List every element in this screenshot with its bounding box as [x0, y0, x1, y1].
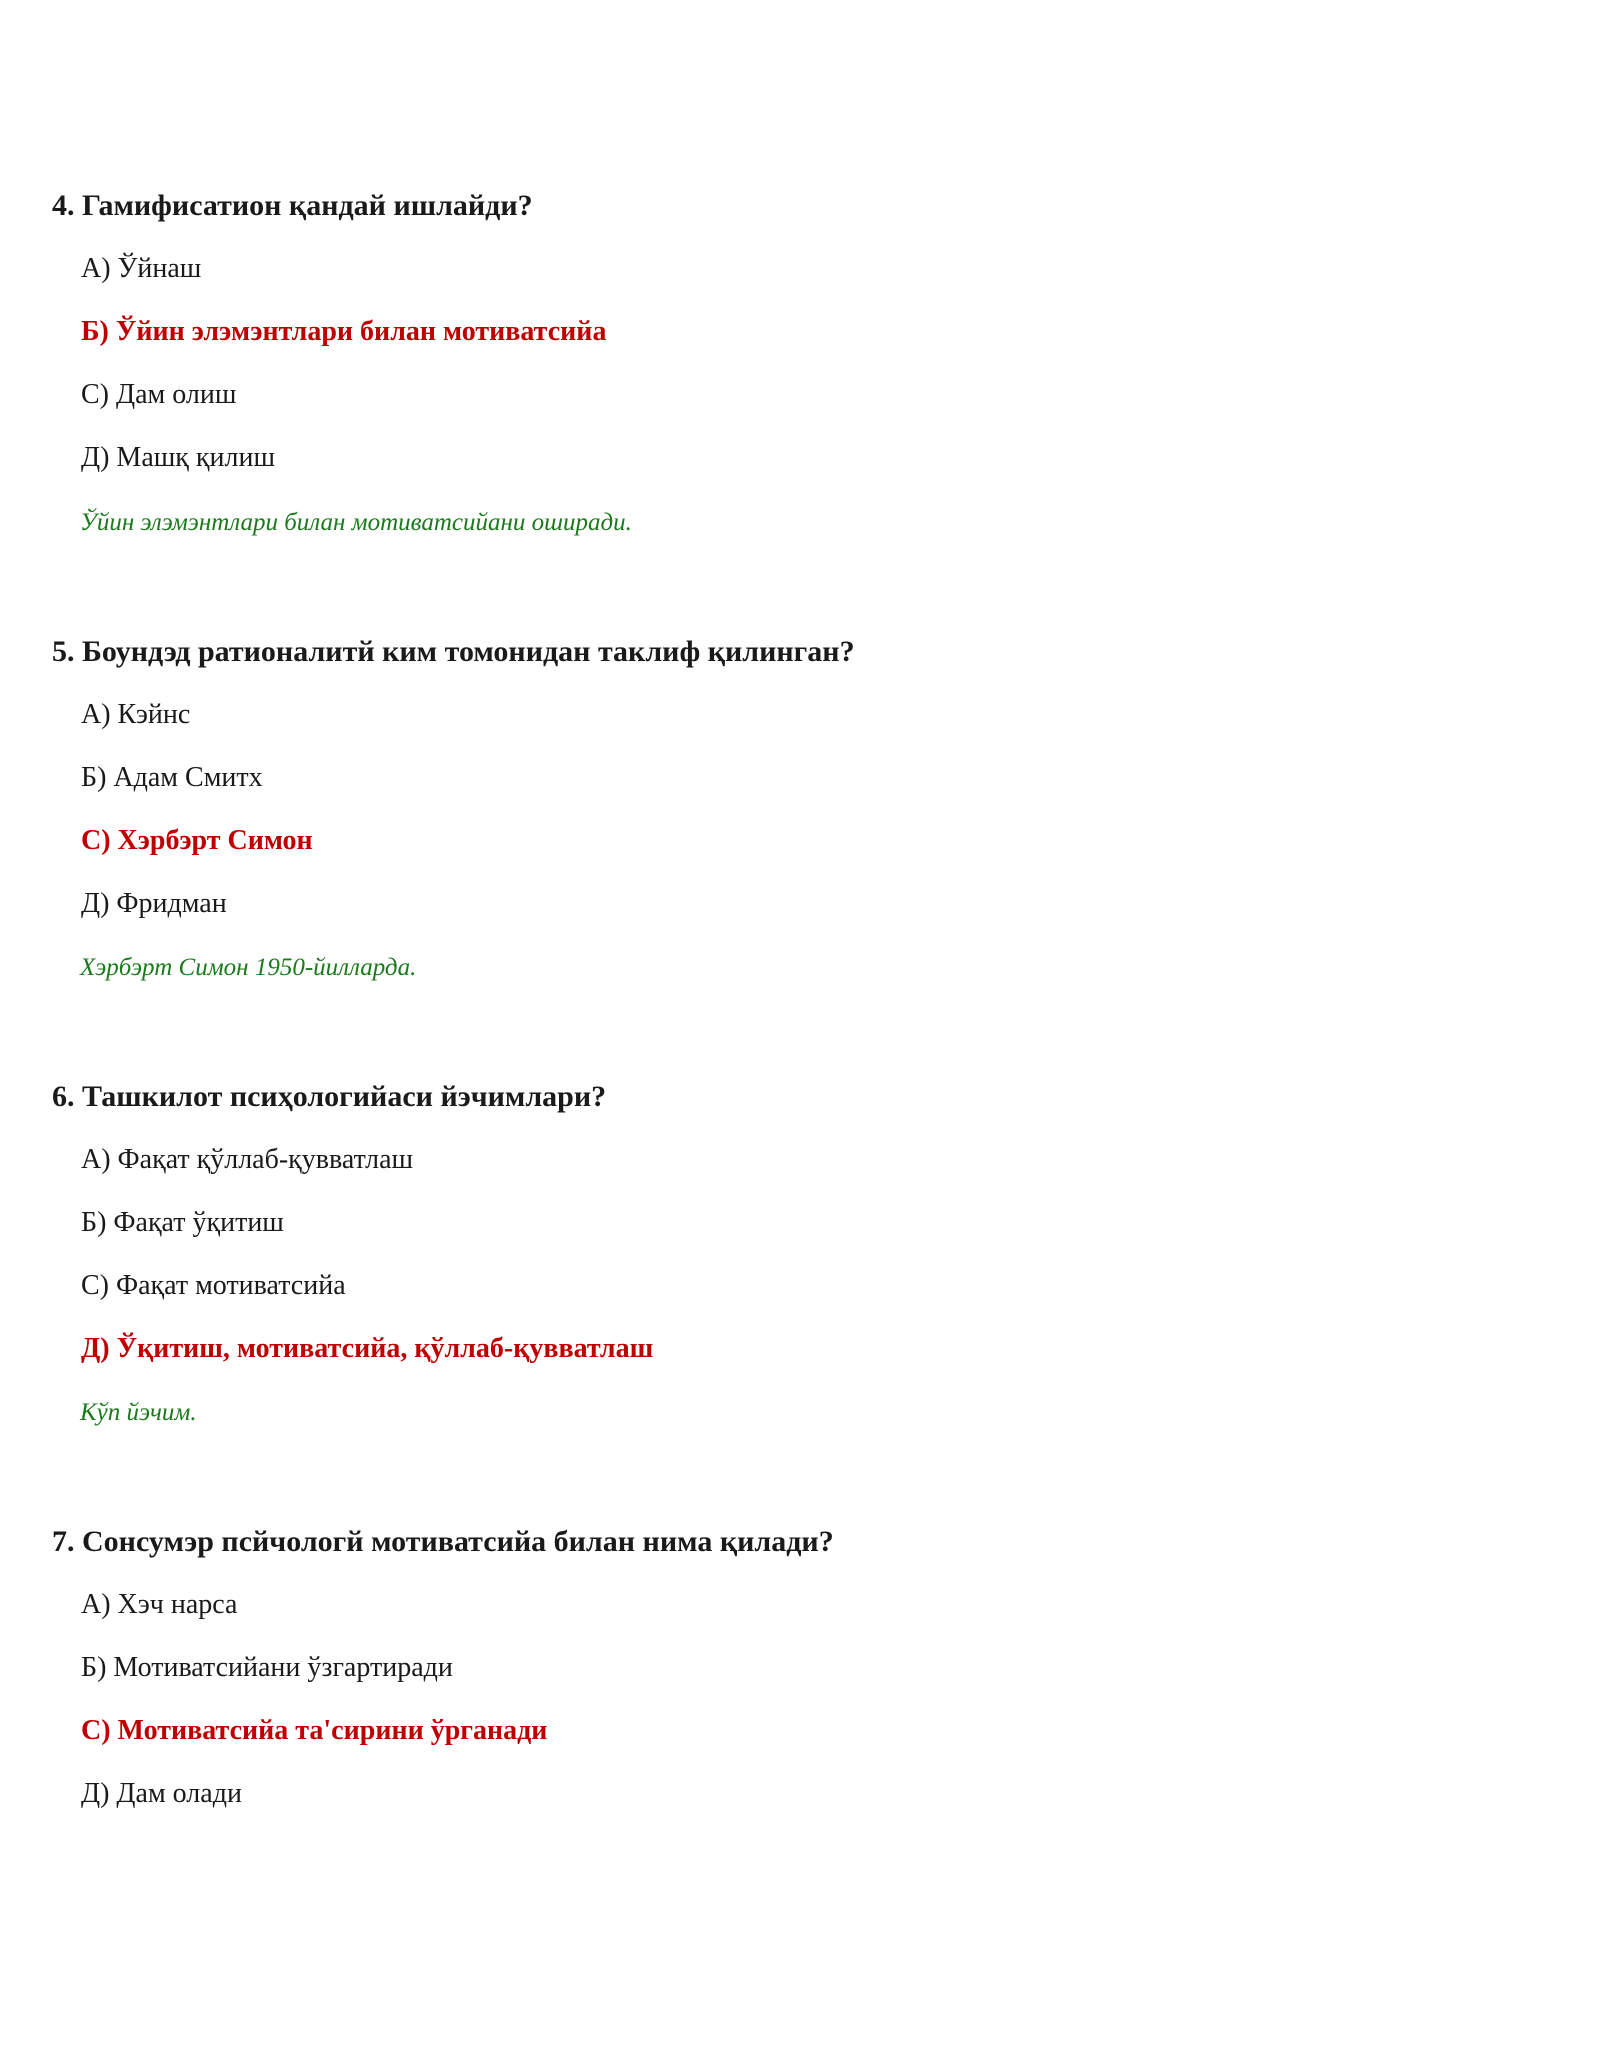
question-title: 7. Сонсумэр псйчологй мотиватсийа билан нима қилади? [52, 1525, 834, 1558]
option-b: Б) Адам Смитх [81, 762, 263, 793]
question-7 [52, 1522, 1532, 1852]
option-d: Д) Фридман [81, 888, 227, 919]
option-d: Д) Дам олади [81, 1778, 242, 1809]
option-b-correct: Б) Ўйин элэмэнтлари билан мотиватсийа [81, 316, 607, 347]
option-a: А) Хэч нарса [81, 1589, 238, 1620]
option-d-correct: Д) Ўқитиш, мотиватсийа, қўллаб-қувватлаш [81, 1333, 654, 1364]
option-c-correct: С) Хэрбэрт Симон [81, 825, 313, 856]
question-5 [52, 632, 1532, 992]
option-a: А) Фақат қўллаб-қувватлаш [81, 1144, 414, 1175]
question-title: 5. Боундэд ратионалитй ким томонидан таклиф қилинган? [52, 635, 855, 668]
option-b: Б) Мотиватсийани ўзгартиради [81, 1652, 453, 1683]
option-c: С) Фақат мотиватсийа [81, 1270, 346, 1301]
answer-explanation: Кўп йэчим. [80, 1399, 197, 1426]
question-6 [52, 1077, 1532, 1437]
option-a: А) Кэйнс [81, 699, 191, 730]
option-b: Б) Фақат ўқитиш [81, 1207, 284, 1238]
question-title: 4. Гамифисатион қандай ишлайди? [52, 189, 533, 222]
answer-explanation: Ўйин элэмэнтлари билан мотиватсийани оширади. [80, 509, 632, 536]
answer-explanation: Хэрбэрт Симон 1950-йилларда. [80, 954, 417, 981]
question-title: 6. Ташкилот псиҳологийаси йэчимлари? [52, 1080, 607, 1113]
option-d: Д) Машқ қилиш [81, 442, 276, 473]
option-a: А) Ўйнаш [81, 253, 202, 284]
option-c: С) Дам олиш [81, 379, 237, 410]
option-c-correct: С) Мотиватсийа та'сирини ўрганади [81, 1715, 548, 1746]
question-4 [52, 186, 1532, 546]
